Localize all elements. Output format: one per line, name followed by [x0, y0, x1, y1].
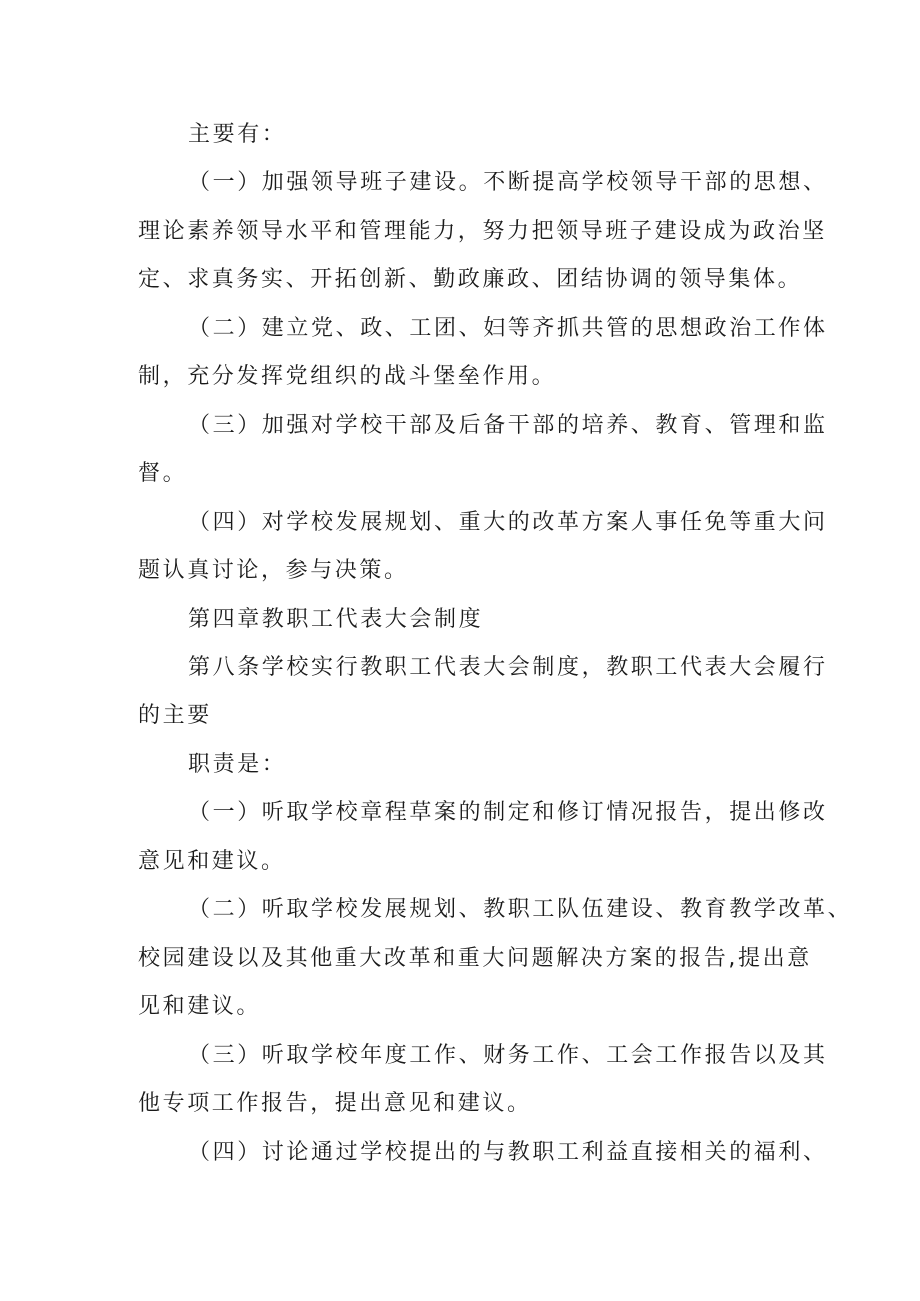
text-line: 意见和建议。: [138, 849, 286, 874]
text-line: 主要有：: [188, 122, 287, 147]
text-line: 题认真讨论，参与决策。: [138, 558, 409, 583]
text-line: （一）加强领导班子建设。不断提高学校领导干部的思想、: [188, 170, 828, 195]
text-line: 职责是：: [188, 752, 287, 777]
text-line: 督。: [138, 461, 188, 486]
text-line: 定、求真务实、开拓创新、勤政廉政、团结协调的领导集体。: [138, 267, 803, 292]
text-line: （四）讨论通过学校提出的与教职工利益直接相关的福利、: [188, 1140, 828, 1165]
text-line: 校园建设以及其他重大改革和重大问题解决方案的报告,提出意: [138, 946, 812, 971]
text-line: 见和建议。: [138, 994, 262, 1019]
text-line: （二）听取学校发展规划、教职工队伍建设、教育教学改革、: [188, 897, 853, 922]
text-line: （四）对学校发展规划、重大的改革方案人事任免等重大问: [188, 510, 828, 535]
text-line: （一）听取学校章程草案的制定和修订情况报告，提出修改: [188, 800, 828, 825]
text-line: （二）建立党、政、工团、妇等齐抓共管的思想政治工作体: [188, 316, 828, 341]
text-line: （三）听取学校年度工作、财务工作、工会工作报告以及其: [188, 1043, 828, 1068]
text-line: 制，充分发挥党组织的战斗堡垒作用。: [138, 364, 557, 389]
text-line: （三）加强对学校干部及后备干部的培养、教育、管理和监: [188, 413, 828, 438]
text-line: 他专项工作报告，提出意见和建议。: [138, 1091, 532, 1116]
text-line: 第八条学校实行教职工代表大会制度，教职工代表大会履行: [188, 655, 828, 680]
text-line: 理论素养领导水平和管理能力，努力把领导班子建设成为政治坚: [138, 219, 827, 244]
chapter-heading: 第四章教职工代表大会制度: [188, 607, 484, 632]
text-line: 的主要: [138, 703, 212, 728]
